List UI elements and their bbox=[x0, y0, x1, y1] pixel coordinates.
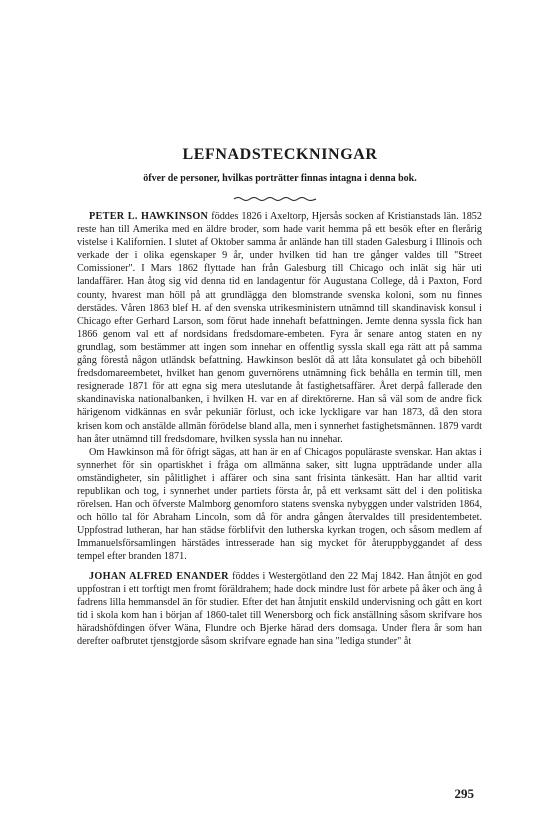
biography-paragraph: JOHAN ALFRED ENANDER föddes i Westergötland den 22 Maj 1842. Han åtnjöt en god uppfostran i ett torftigt men fromt föräldrahem; hade dock mindre lust för arbete på åker och äng å fadrens lilla hemmansdel än för studier. Efter det han åtnjutit enskild undervisning och gått en kort tid i skola kom han i början af 1860-talet till Wenersborg och fick anställning såsom skrifvare hos häradshöfdingen öfver Wäna, Flundre och Bjerke härad ders domsaga. Under flera år som han derefter oafbrutet tjenstgjorde såsom skrifvare egnade han sina "lediga stunder" åt bbox=[77, 570, 482, 647]
person-name: JOHAN ALFRED ENANDER bbox=[89, 570, 229, 582]
page-subtitle: öfver de personer, hvilkas porträtter finnas intagna i denna bok. bbox=[143, 173, 417, 184]
biography-paragraph: Om Hawkinson må för öfrigt sägas, att han är en af Chicagos populäraste svenskar. Han aktas i synnerhet för sin opartiskhet i fråga om allmänna saker, sitt lugna uppträdande under alla omständigheter, sin pålitlighet i affärer och sina sant frisinta tänkesätt. Han har alltid varit republikan och tog, i synnerhet under partiets första år, på ett verksamt sätt del i den politiska rörelsen. Han och öfverste Malmborg genomforo statens svenska nybyggen under valstriden 1864, och höllo tal för Abraham Lincoln, som då för andra gången återvaldes till presidentembetet. Uppfostrad lutheran, har han städse förblifvit den lutherska kyrkan trogen, och såsom medlem af Immanuelsförsamlingen härstädes intresserade han sig mycket för återuppbyggandet af dess tempel efter branden 1871. bbox=[77, 446, 482, 563]
page-title: LEFNADSTECKNINGAR bbox=[182, 146, 378, 163]
page-number: 295 bbox=[454, 786, 474, 801]
biographies bbox=[77, 210, 482, 648]
biography-paragraph: PETER L. HAWKINSON föddes 1826 i Axeltorp, Hjersås socken af Kristianstads län. 1852 reste han till Amerika med en äldre broder, som hade varit hemma på ett besök efter en flerårig vistelse i Kalifornien. I slutet af Oktober samma år anlände han till staden Galesburg i Illinois och verkade der i olika egenskaper 9 år, under hvilken tid han tre gånger valdes till "Street Comissioner". I Mars 1862 flyttade han från Galesburg till Chicago och inlät sig här uti landaffärer. Han åtog sig vid denna tid en landagentur för Augustana College, då i Paxton, Ford county, hvarest man höll på att grundlägga den blomstrande svenska koloni, som nu finnes derstädes. Våren 1863 blef H. af den svenska utrikesministern utnämnd till skandinavisk konsul i Chicago efter Gerhard Larson, som förut hade innehaft befattningen. Jemte denna syssla fick han 1866 genom val ett af nordsidans fredsdomare-embeten. Fyra år senare antog staten en ny grundlag, som bestämmer att ingen som innehar en offentlig syssla skall ega rätt att på samma gång förestå någon utländsk befattning. Hawkinson beslöt då att låta konsulatet gå och bibehöll fredsdomareembetet, hvilket han genom guvernörens utnämning fick behålla en termin till, men resignerade 1871 för att egna sig mera uteslutande åt fastighetsaffärer. Året derpå fallerade den skandinaviska nationalbanken, i hvilken H. var en af direktörerne. Han så väl som de andre fick härigenom vidkännas en svår pekuniär förlust, och icke lyckligare var han 1873, då den stora krisen kom och anstälde allmän förödelse bland alla, men i synnerhet fastighetsmännen. 1879 vardt han åter utnämnd till fredsdomare, hvilken syssla han nu innehar. bbox=[77, 211, 482, 445]
person-name: PETER L. HAWKINSON bbox=[89, 211, 209, 222]
decorative-rule-icon bbox=[232, 194, 318, 204]
